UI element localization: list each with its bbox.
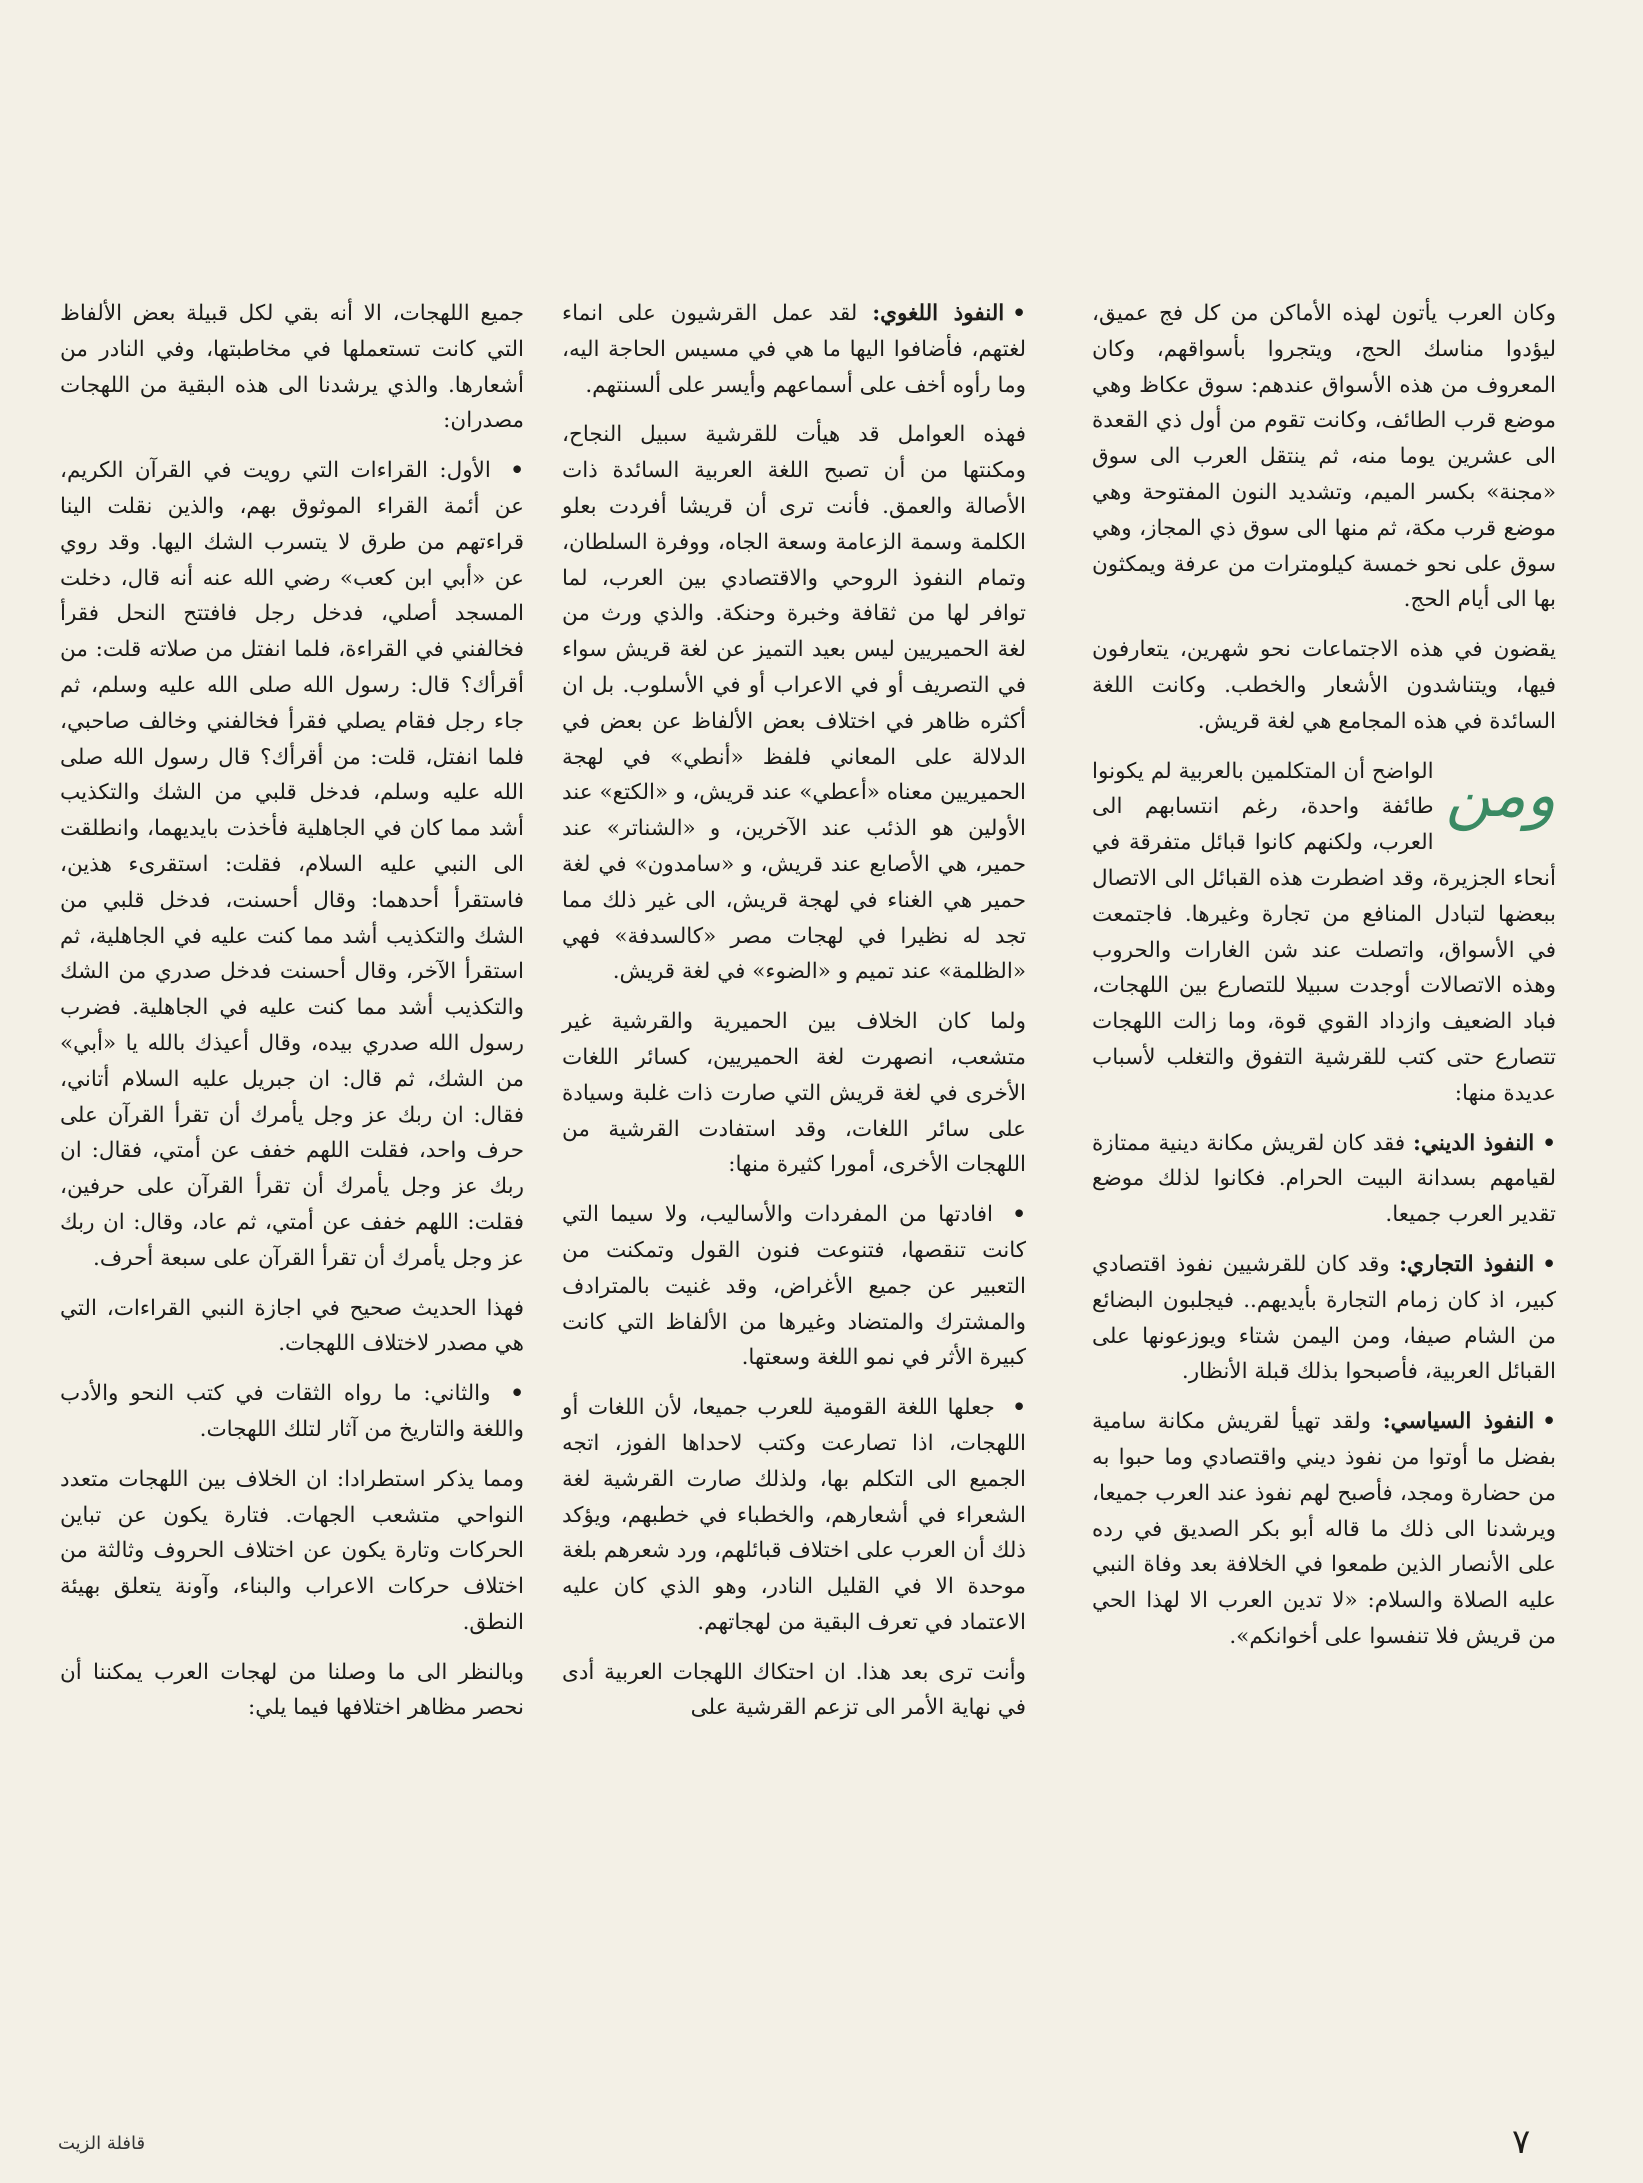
paragraph: فهذا الحديث صحيح في اجازة النبي القراءات، التي هي مصدر لاختلاف اللهجات. [60, 1295, 524, 1357]
paragraph [1092, 1247, 1556, 1390]
paragraph: وأنت ترى بعد هذا. ان احتكاك اللهجات العربية أدى في نهاية الأمر الى تزعم القرشية على [562, 1659, 1026, 1721]
section-lead: النفوذ السياسي: [1382, 1409, 1535, 1435]
section-lead: النفوذ الديني: [1413, 1130, 1535, 1156]
paragraph-text: ولقد تهيأ لقريش مكانة سامية بفضل ما أوتوا من نفوذ ديني واقتصادي وما حبوا به من حضارة ومجد، فأصبح لهم نفوذ عند العرب جميعا، ويرشدنا الى ذلك ما قاله أبو بكر الصديق في رده على الأنصار الذين طمعوا في الخلافة بعد وفاة النبي عليه الصلاة والسلام: «لا تدين العرب الا لهذا الحي من قريش فلا تنفسوا على أخوانكم». [1092, 1409, 1556, 1649]
paragraph-text: والثاني: ما رواه الثقات في كتب النحو والأدب واللغة والتاريخ من آثار لتلك اللهجات. [60, 1381, 524, 1442]
paragraph: فهذه العوامل قد هيأت للقرشية سبيل النجاح، ومكنتها من أن تصبح اللغة العربية السائدة ذات الأصالة والعمق. فأنت ترى أن قريشا أفردت بعلو الكلمة وسمة الزعامة وسعة الجاه، ووفرة السلطان، وتمام النفوذ الروحي والاقتصادي بين العرب، لما توافر لها من ثقافة وخبرة وحنكة. والذي ورث من لغة الحميريين ليس بعيد التميز عن لغة قريش سواء في التصريف أو في الاعراب أو في الأسلوب. بل ان أكثره ظاهر في اختلاف بعض الألفاظ عن بعض في الدلالة على المعاني فلفظ «أنطي» في لهجة الحميريين معناه «أعطي» عند قريش، و «الكتع» عند الأولين هو الذئب عند الآخرين، و «الشناتر» عند حمير، هي الأصابع عند قريش، و «سامدون» في لغة حمير هي الغناء في لهجة قريش، الى غير ذلك مما تجد له نظيرا في لهجات مصر «كالسدفة» فهي «الظلمة» عند تميم و «الضوء» في لغة قريش. [562, 422, 1026, 985]
bullet-icon: • [1542, 1251, 1556, 1277]
bullet-icon: • [1012, 1202, 1026, 1228]
section-lead: النفوذ اللغوي: [872, 301, 1005, 326]
bullet-icon: • [1542, 1409, 1556, 1435]
bullet-icon: • [1542, 1130, 1557, 1156]
paragraph-text: لقد عمل القرشيون على انماء لغتهم، فأضافوا اليها ما هي في مسيس الحاجة اليه، وما رأوه أخف على أسماعهم وأيسر على ألسنتهم. [562, 301, 1026, 398]
bullet-icon: • [510, 458, 524, 484]
paragraph [562, 1197, 1026, 1376]
bullet-icon: • [1012, 1395, 1026, 1421]
paragraph [1092, 1404, 1556, 1655]
paragraph [60, 1376, 524, 1448]
paragraph [1092, 1126, 1556, 1233]
footer-magazine-title: قافلة الزيت [58, 2133, 146, 2154]
article-column-right [1092, 296, 1556, 1669]
paragraph: وبالنظر الى ما وصلنا من لهجات العرب يمكننا أن نحصر مظاهر اختلافها فيما يلي: [60, 1659, 524, 1721]
article-column-middle [562, 296, 1026, 1740]
bullet-icon: • [510, 1381, 524, 1407]
paragraph [562, 1390, 1026, 1641]
paragraph: ومما يذكر استطرادا: ان الخلاف بين اللهجات متعدد النواحي متشعب الجهات. فتارة يكون عن تباين الحركات وتارة يكون عن اختلاف الحروف وثالثة من اختلاف حركات الاعراب والبناء، وآونة يتعلق بهيئة النطق. [60, 1466, 524, 1635]
paragraph-text: وقد كان للقرشيين نفوذ اقتصادي كبير، اذ كان زمام التجارة بأيديهم.. فيجلبون البضائع من الشام صيفا، ومن اليمن شتاء ويوزعونها على القبائل العربية، فأصبحوا بذلك قبلة الأنظار. [1092, 1251, 1556, 1385]
paragraph: ولما كان الخلاف بين الحميرية والقرشية غير متشعب، انصهرت لغة الحميريين، كسائر اللغات الأخرى في لغة قريش التي صارت ذات غلبة وسيادة على سائر اللغات، وقد استفادت القرشية من اللهجات الأخرى، أمورا كثيرة منها: [562, 1009, 1026, 1178]
paragraph-text: جعلها اللغة القومية للعرب جميعا، لأن اللغات أو اللهجات، اذا تصارعت وكتب لاحداها الفوز، اتجه الجميع الى التكلم بها، ولذلك صارت القرشية لغة الشعراء في أشعارهم، والخطباء في خطبهم، ويؤكد ذلك أن العرب على اختلاف قبائلهم، ورد شعرهم بلغة موحدة الا في القليل النادر، وهو الذي كان عليه الاعتماد في تعرف البقية من لهجاتهم. [562, 1395, 1026, 1635]
paragraph: وكان العرب يأتون لهذه الأماكن من كل فج عميق، ليؤدوا مناسك الحج، ويتجروا بأسواقهم، وكان المعروف من هذه الأسواق عندهم: سوق عكاظ وهي موضع قرب الطائف، وكانت تقوم من أول ذي القعدة الى عشرين يوما منه، ثم ينتقل العرب الى سوق «مجنة» بكسر الميم، وتشديد النون المفتوحة وهي موضع قرب مكة، ثم منها الى سوق ذي المجاز، وهي سوق على نحو خمسة كيلومترات من عرفة ويمكثون بها الى أيام الحج. [1092, 301, 1556, 613]
bullet-icon: • [1012, 301, 1026, 326]
paragraph-text: فقد كان لقريش مكانة دينية ممتازة لقيامهم بسدانة البيت الحرام. فكانوا لذلك موضع تقدير العرب جميعا. [1092, 1130, 1556, 1228]
drop-cap: ومن [1445, 757, 1556, 831]
paragraph [1092, 754, 1556, 1112]
page-number: ٧ [1512, 2122, 1531, 2162]
paragraph: جميع اللهجات، الا أنه بقي لكل قبيلة بعض الألفاظ التي كانت تستعملها في مخاطبتها، وفي النادر من أشعارها. والذي يرشدنا الى هذه البقية من اللهجات مصدران: [60, 301, 524, 434]
paragraph-text: الأول: القراءات التي رويت في القرآن الكريم، عن أئمة القراء الموثوق بهم، والذين نقلت الينا قراءتهم من طرق لا يتسرب الشك اليها. وقد روي عن «أبي ابن كعب» رضي الله عنه أنه قال، دخلت المسجد أصلي، فدخل رجل فافتتح النحل فقرأ فخالفني في القراءة، فلما انفتل من صلاته قلت: من أقرأك؟ قال: رسول الله صلى الله عليه وسلم، ثم جاء رجل فقام يصلي فقرأ فخالفني وخالف صاحبي، فلما انفتل، قلت: من أقرأك؟ قال رسول الله صلى الله عليه وسلم، فدخل قلبي من الشك والتكذيب أشد مما كان في الجاهلية فأخذت بايديهما، وانطلقت الى النبي عليه السلام، فقلت: استقرىء هذين، فاستقرأ أحدهما: وقال أحسنت، فدخل قلبي من الشك والتكذيب أشد مما كنت عليه في الجاهلية، ثم استقرأ الآخر، وقال أحسنت فدخل صدري من الشك والتكذيب أشد مما كنت عليه في الجاهلية. فضرب رسول الله صدري بيده، وقال أعيذك بالله يا «أبي» من الشك، ثم قال: ان جبريل عليه السلام أتاني، فقال: ان ربك عز وجل يأمرك أن تقرأ القرآن على حرف واحد، فقلت اللهم خفف عن أمتي، فقال: ان ربك عز وجل يأمرك أن تقرأ القرآن على حرفين، فقلت: اللهم خفف عن أمتي، ثم عاد، وقال: ان ربك عز وجل يأمرك أن تقرأ القرآن على سبعة أحرف. [60, 458, 524, 1271]
section-lead: النفوذ التجاري: [1399, 1251, 1535, 1277]
paragraph: يقضون في هذه الاجتماعات نحو شهرين، يتعارفون فيها، ويتناشدون الأشعار والخطب. وكانت اللغة السائدة في هذه المجامع هي لغة قريش. [1092, 637, 1556, 734]
article-column-left [60, 296, 524, 1740]
paragraph [60, 453, 524, 1276]
paragraph [562, 296, 1026, 403]
paragraph-text: الواضح أن المتكلمين بالعربية لم يكونوا طائفة واحدة، رغم انتسابهم الى العرب، ولكنهم كانوا قبائل متفرقة في أنحاء الجزيرة، وقد اضطرت هذه القبائل الى الاتصال ببعضها لتبادل المنافع من تجارة وغيرها. فاجتمعت في الأسواق، واتصلت عند شن الغارات والحروب وهذه الاتصالات أوجدت سبيلا للتصارع بين اللهجات، فباد الضعيف وازداد القوي قوة، وما زالت اللهجات تتصارع حتى كتب للقرشية التفوق والتغلب لأسباب عديدة منها: [1092, 758, 1556, 1106]
paragraph-text: افادتها من المفردات والأساليب، ولا سيما التي كانت تنقصها، فتنوعت فنون القول وتمكنت من التعبير عن جميع الأغراض، وقد غنيت بالمترادف والمشترك والمتضاد وغيرها من الألفاظ التي كانت كبيرة الأثر في نمو اللغة وسعتها. [562, 1202, 1026, 1371]
